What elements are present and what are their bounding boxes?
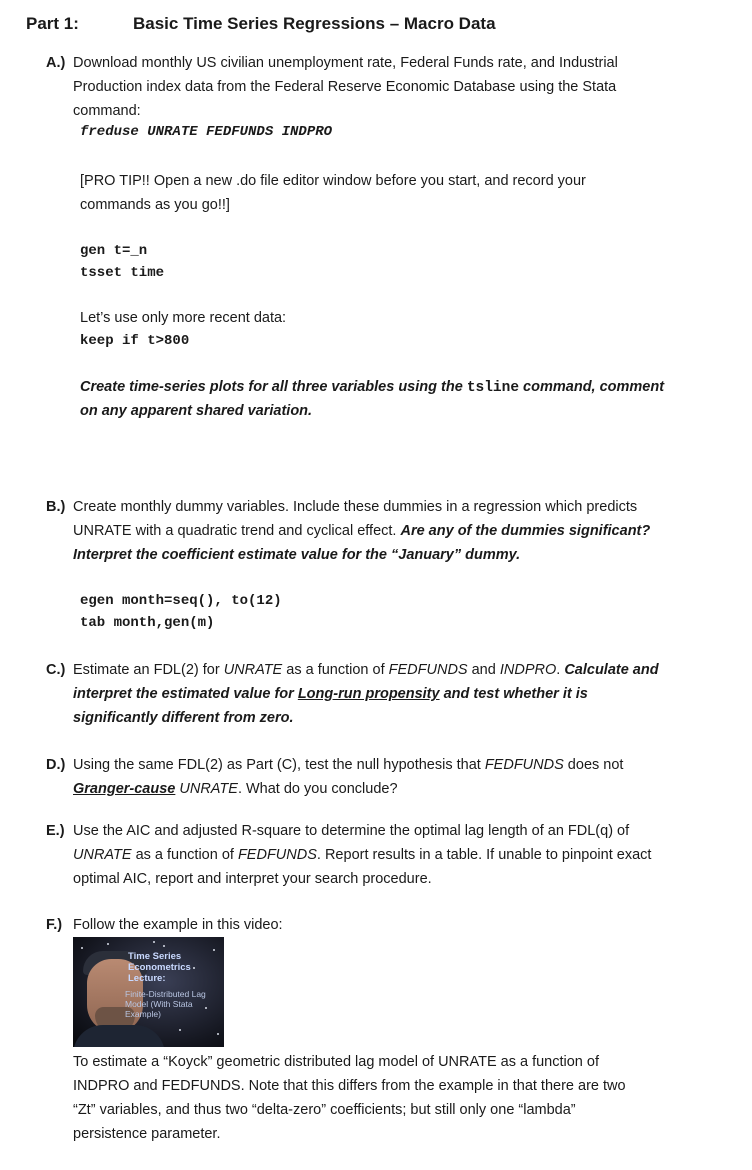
section-d-line1: Using the same FDL(2) as Part (C), test the null hypothesis that FEDFUNDS does not [73,757,624,773]
section-e-line3: optimal AIC, report and interpret your search procedure. [73,871,432,887]
section-e-line1: Use the AIC and adjusted R-square to determine the optimal lag length of an FDL(q) of [73,823,630,839]
presenter-body [73,1025,165,1047]
video-thumbnail[interactable] [73,937,224,1047]
pro-tip-line1: [PRO TIP!! Open a new .do file editor window before you start, and record your [80,173,586,189]
section-a-task-line2: on any apparent shared variation. [80,403,313,419]
section-a-line2: Production index data from the Federal Reserve Economic Database using the Stata [73,79,617,95]
pro-tip-line2: commands as you go!!] [80,197,230,213]
section-e-label: E.) [46,823,65,839]
section-d-line2: Granger-cause UNRATE. What do you conclude? [73,781,398,797]
section-f-line4: “Zt” variables, and thus two “delta-zero” coefficients; but still only one “lambda” [73,1102,576,1118]
page-title: Basic Time Series Regressions – Macro Data [133,14,496,33]
section-e-line2: UNRATE as a function of FEDFUNDS. Report results in a table. If unable to pinpoint exact [73,847,652,863]
section-a-label: A.) [46,55,66,71]
video-subtitle-text: Finite-Distributed Lag Model (With Stata Example) [125,989,206,1019]
egen-command: egen month=seq(), to(12) [80,593,282,609]
section-c-label: C.) [46,662,66,678]
section-c-line3: significantly different from zero. [73,710,294,726]
tsset-command: tsset time [80,265,165,281]
freduse-command: freduse UNRATE FEDFUNDS INDPRO [80,124,333,140]
section-f-line1: Follow the example in this video: [73,917,283,933]
section-b-line2: UNRATE with a quadratic trend and cyclical effect. Are any of the dummies significant? [73,523,651,539]
section-b-label: B.) [46,499,66,515]
section-d-label: D.) [46,757,66,773]
section-b-line1: Create monthly dummy variables. Include these dummies in a regression which predicts [73,499,638,515]
section-b-line3: Interpret the coefficient estimate value for the “January” dummy. [73,547,521,563]
section-f-line5: persistence parameter. [73,1126,221,1142]
keep-command: keep if t>800 [80,333,190,349]
section-f-line3: INDPRO and FEDFUNDS. Note that this differs from the example in that there are two [73,1078,626,1094]
section-a-line3: command: [73,103,141,119]
section-a-line1: Download monthly US civilian unemployment rate, Federal Funds rate, and Industrial [73,55,618,71]
section-c-line1: Estimate an FDL(2) for UNRATE as a function of FEDFUNDS and INDPRO. Calculate and [73,662,659,678]
gen-command: gen t=_n [80,243,148,259]
part-label: Part 1: [26,14,79,33]
section-f-label: F.) [46,917,63,933]
recent-data-text: Let’s use only more recent data: [80,310,287,326]
section-c-line2: interpret the estimated value for Long-run propensity and test whether it is [73,686,588,702]
tab-command: tab month,gen(m) [80,615,215,631]
video-title-text: Time Series Econometrics Lecture: [128,951,191,984]
section-f-line2: To estimate a “Koyck” geometric distributed lag model of UNRATE as a function of [73,1054,599,1070]
section-a-task-line1: Create time-series plots for all three variables using the tsline command, comment [80,379,665,396]
